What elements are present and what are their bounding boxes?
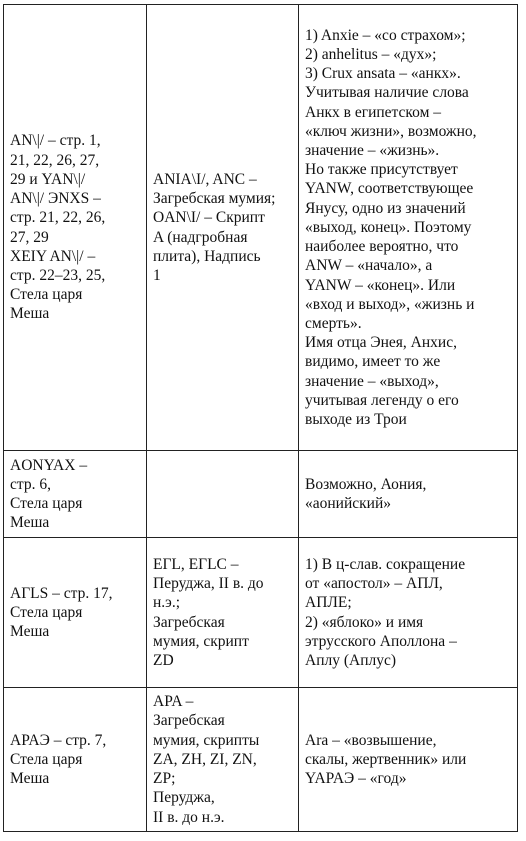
inscription-cell — [4, 688, 147, 832]
cell-line: мумия, скрипт — [153, 632, 249, 650]
cell-line: плита), Надпись — [153, 247, 261, 265]
cell-line: значение – «выход», — [305, 372, 439, 390]
cell-line: «выход, конец». Поэтому — [305, 218, 472, 236]
cell-line: Меша — [10, 770, 50, 788]
cell-line: учитывая легенду о его — [305, 391, 459, 409]
cell-line: 1 — [153, 266, 161, 284]
meaning-cell — [299, 688, 518, 832]
cell-line: Перуджа, — [153, 789, 215, 807]
cell-line: YANW, соответствующее — [305, 180, 474, 198]
cell-line: AN\|/ – стр. 1, — [10, 132, 101, 150]
glossary-table — [3, 4, 518, 832]
cell-line: Стела царя — [10, 750, 83, 768]
cell-line: 1) В ц-слав. сокращение — [305, 555, 466, 573]
source-cell — [147, 538, 299, 688]
cell-line: 2) anhelitus – «дух»; — [305, 46, 437, 64]
cell-line: Перуджа, II в. до — [153, 575, 264, 593]
cell-line: 29 и YAN\|/ — [10, 170, 86, 188]
cell-line: стр. 22–23, 25, — [10, 266, 106, 284]
cell-line: Учитывая наличие слова — [305, 84, 469, 102]
cell-line: стр. 6, — [10, 475, 51, 493]
cell-line: смерть». — [305, 314, 362, 332]
cell-line: 27, 29 — [10, 228, 49, 246]
cell-line: XEIY AN\|/ – — [10, 247, 96, 265]
cell-line: ZD — [153, 651, 174, 669]
source-cell — [147, 451, 299, 538]
meaning-cell — [299, 5, 518, 451]
cell-line: АПЛЕ; — [305, 594, 352, 612]
table-row — [4, 538, 518, 688]
inscription-cell — [4, 451, 147, 538]
table-row — [4, 5, 518, 451]
inscription-cell — [4, 538, 147, 688]
cell-line: YANW – «конец». Или — [305, 276, 456, 294]
cell-line: 21, 22, 26, 27, — [10, 151, 100, 169]
cell-line: ANW – «начало», а — [305, 257, 433, 275]
cell-line: «аонийский» — [305, 495, 392, 512]
cell-line: Стела царя — [10, 286, 83, 304]
cell-line: EΓL, EΓLC – — [153, 555, 239, 573]
meaning-cell — [299, 451, 518, 538]
meaning-cell — [299, 538, 518, 688]
cell-line: Имя отца Энея, Анхис, — [305, 334, 457, 352]
cell-line: YAPAЭ – «год» — [305, 770, 407, 788]
cell-line: Возможно, Аония, — [305, 475, 427, 493]
cell-line: APA – — [153, 693, 194, 711]
cell-line: 3) Crux ansata – «анкх». — [305, 65, 461, 83]
cell-line: мумия, скрипты — [153, 731, 260, 749]
cell-line: Стела царя — [10, 603, 83, 621]
cell-line: Аплу (Аплус) — [305, 651, 397, 669]
cell-line: наиболее вероятно, что — [305, 238, 459, 256]
table-row — [4, 688, 518, 832]
cell-line: от «апостол» – АПЛ, — [305, 575, 443, 593]
cell-line: 2) «яблоко» и имя — [305, 613, 424, 631]
cell-line: Но также присутствует — [305, 161, 458, 179]
cell-line: AΓLS – стр. 17, — [10, 584, 113, 602]
cell-line: Меша — [10, 305, 50, 323]
cell-line: ANIA\I/, ANC – — [153, 170, 257, 188]
cell-line: стр. 21, 22, 26, — [10, 209, 106, 227]
cell-line: 1) Anxie – «со страхом»; — [305, 26, 466, 44]
cell-line: APAЭ – стр. 7, — [10, 731, 107, 749]
cell-line: A (надгробная — [153, 228, 248, 246]
cell-line: «ключ жизни», возможно, — [305, 122, 477, 140]
cell-line: Меша — [10, 623, 50, 641]
cell-line: скалы, жертвенник» или — [305, 750, 467, 768]
cell-line: Загребская — [153, 613, 225, 631]
cell-line: выходе из Трои — [305, 410, 407, 428]
cell-line: AN\|/ ЭNXS – — [10, 190, 101, 208]
cell-line: OAN\I/ – Скрипт — [153, 209, 265, 227]
cell-line: видимо, имеет то же — [305, 353, 441, 371]
inscription-cell — [4, 5, 147, 451]
source-cell — [147, 5, 299, 451]
cell-line: Загребская мумия; — [153, 190, 276, 208]
cell-line: Ara – «возвышение, — [305, 731, 437, 749]
cell-line: Стела царя — [10, 495, 83, 512]
cell-line: «вход и выход», «жизнь и — [305, 295, 475, 313]
cell-line: н.э.; — [153, 594, 181, 612]
cell-line: AONYAX – — [10, 456, 88, 474]
source-cell — [147, 688, 299, 832]
cell-line: Меша — [10, 514, 50, 532]
cell-line: Анкх в египетском – — [305, 103, 442, 121]
cell-line: Янусу, одно из значений — [305, 199, 466, 217]
cell-line: ZA, ZH, ZI, ZN, — [153, 750, 257, 768]
cell-line: этрусского Аполлона – — [305, 632, 457, 650]
cell-line: II в. до н.э. — [153, 808, 225, 826]
cell-line: значение – «жизнь». — [305, 142, 440, 160]
cell-line: Загребская — [153, 712, 225, 730]
cell-line: ZP; — [153, 770, 176, 788]
table-row — [4, 451, 518, 538]
